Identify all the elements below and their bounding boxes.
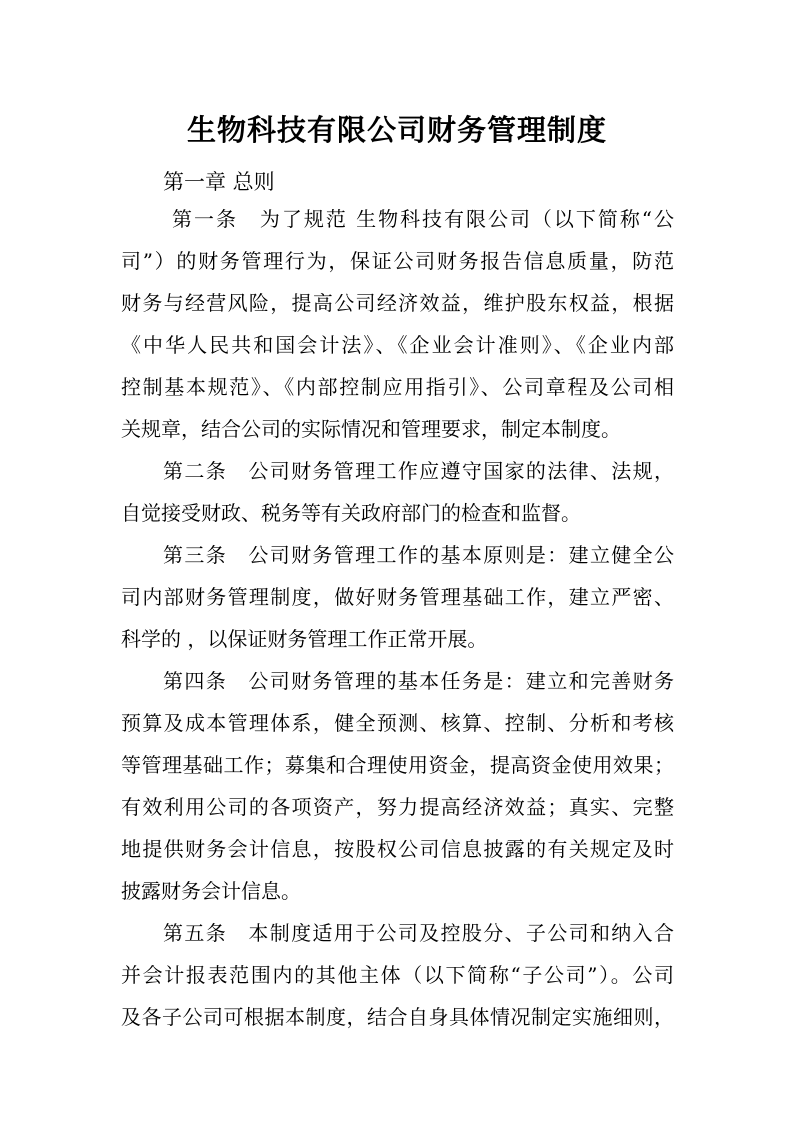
article-3-line-3: 科学的 ，以保证财务管理工作正常开展。 xyxy=(121,627,488,651)
article-5-line-1: 第五条 本制度适用于公司及控股分、子公司和纳入合 xyxy=(163,921,674,945)
article-4-line-1: 第四条 公司财务管理的基本任务是：建立和完善财务 xyxy=(163,669,674,693)
article-1-line-5: 控制基本规范》、《内部控制应用指引》、公司章程及公司相 xyxy=(121,375,674,399)
article-3-line-1: 第三条 公司财务管理工作的基本原则是：建立健全公 xyxy=(163,543,674,567)
article-1-line-3: 财务与经营风险，提高公司经济效益，维护股东权益，根据 xyxy=(121,291,674,315)
article-4-line-2: 预算及成本管理体系，健全预测、核算、控制、分析和考核 xyxy=(121,711,674,735)
article-2-line-2: 自觉接受财政、税务等有关政府部门的检查和监督。 xyxy=(121,501,581,525)
article-3-line-2: 司内部财务管理制度，做好财务管理基础工作，建立严密、 xyxy=(121,585,674,609)
article-1-line-2: 司”）的财务管理行为，保证公司财务报告信息质量，防范 xyxy=(121,249,674,273)
article-1-line-1: 第一条 为了规范 生物科技有限公司（以下简称“公 xyxy=(172,207,674,231)
article-4-line-3: 等管理基础工作；募集和合理使用资金，提高资金使用效果； xyxy=(121,753,674,777)
article-4-line-5: 地提供财务会计信息，按股权公司信息披露的有关规定及时 xyxy=(121,837,674,861)
article-1-line-4: 《中华人民共和国会计法》、《企业会计准则》、《企业内部 xyxy=(121,333,674,357)
article-2-line-1: 第二条 公司财务管理工作应遵守国家的法律、法规， xyxy=(163,459,674,483)
article-5-line-3: 及各子公司可根据本制度，结合自身具体情况制定实施细则， xyxy=(121,1005,674,1029)
article-4-line-4: 有效利用公司的各项资产，努力提高经济效益；真实、完整 xyxy=(121,795,674,819)
article-5-line-2: 并会计报表范围内的其他主体（以下简称“子公司”）。公司 xyxy=(121,963,674,987)
article-1-line-6: 关规章，结合公司的实际情况和管理要求，制定本制度。 xyxy=(121,417,621,441)
article-4-line-6: 披露财务会计信息。 xyxy=(121,879,301,903)
document-title: 生物科技有限公司财务管理制度 xyxy=(186,113,607,147)
chapter-heading: 第一章 总则 xyxy=(163,170,275,194)
